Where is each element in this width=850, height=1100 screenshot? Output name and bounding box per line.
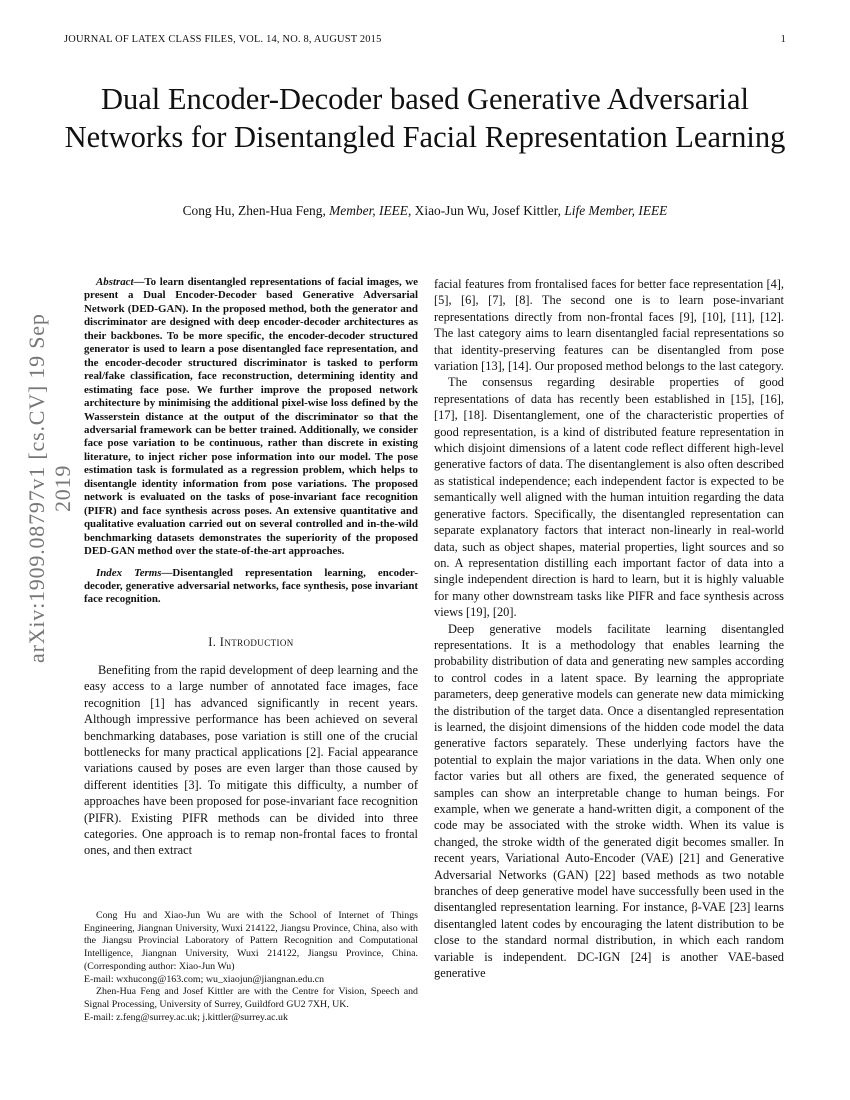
abstract-text: —To learn disentangled representations of facial images, we present a Dual Encoder-Decoder based Generative Adversarial Network (DED-GAN). In the proposed method, both the generator and discriminator are designed with deep encoder-decoder architectures as their backbones. To be more specific, the encoder-decoder structured generator is used to learn a pose disentangled face representation, and the encoder-decoder structured discriminator is tasked to perform real/fake classification, face reconstruction, determining identity and estimating face pose. We further improve the proposed network architecture by minimising the additional pixel-wise loss defined by the Wasserstein distance at the output of the discriminator so that the adversarial framework can be better trained. Additionally, we consider face pose variation to be continuous, rather than discrete in existing literature, to inject richer pose information into our model. The pose estimation task is formulated as a regression problem, which helps to disentangle identity information from pose variations. The proposed network is evaluated on the tasks of pose-invariant face recognition (PIFR) and face synthesis across poses. An extensive quantitative and qualitative evaluation carried out on several controlled and in-the-wild benchmarking datasets demonstrates the superiority of the proposed DED-GAN method over the state-of-the-art approaches. [84,276,418,558]
author-role-2: Life Member, IEEE [564,203,668,218]
right-paragraph-2: The consensus regarding desirable properties of good representations of data has recently been established in [15], [16], [17], [18]. Disentanglement, one of the characteristic properties of good representation, is a kind of distributed feature representation in which disjoint dimensions of a latent code reflect different high-level generative factors of data. The disentanglement is also often described as statistical independence; each independent factor is expected to be semantically well aligned with the human intuition regarding the data generative factors. Specifically, the disentangled representation can separate explanatory factors that interact non-linearly in real-world data, such as object shapes, material properties, light sources and so on. A representation distilling each important factor of data into a single independent direction is hard to learn, but it is highly valuable for many other downstream tasks like PIFR and face synthesis across views [19], [20]. [434,375,784,620]
footnote-affiliation-1: Cong Hu and Xiao-Jun Wu are with the School of Internet of Things Engineering, Jiangnan University, Wuxi 214122, Jiangsu Province, China, also with the Jiangsu Provincial Laboratory of Pattern Recognition and Computational Intelligence, Jiangnan University, Wuxi 214122, Jiangsu Province, China. (Corresponding author: Xiao-Jun Wu) [84,910,418,972]
index-terms-label: Index Terms [96,566,162,579]
footnote-email-1: E-mail: wxhucong@163.com; wu_xiaojun@jiangnan.edu.cn [84,973,325,985]
page-number: 1 [780,34,786,45]
footnote-email-2: E-mail: z.feng@surrey.ac.uk; j.kittler@surrey.ac.uk [84,1011,288,1023]
index-terms [84,567,418,607]
footnotes [84,910,418,1024]
section-heading-introduction: I. Introduction [208,634,294,649]
author-role-1: Member, IEEE [329,203,408,218]
intro-paragraph-1: Benefiting from the rapid development of deep learning and the easy access to a large number of annotated face images, face recognition [1] has advanced significantly in recent years. Although impressive performance has been achieved on several benchmarking databases, pose variation is still one of the crucial bottlenecks for many practical applications [2]. Facial appearance variations caused by poses are even larger than those caused by different identities [3]. To mitigate this difficulty, a number of approaches have been proposed for pose-invariant face recognition (PIFR). Existing PIFR methods can be divided into three categories. One approach is to remap non-frontal faces to frontal ones, and then extract [84,662,418,858]
index-terms-text: —Disentangled representation learning, encoder-decoder, generative adversarial networks, face synthesis, pose invariant face recognition. [84,566,418,606]
right-column [434,276,784,981]
right-paragraph-3: Deep generative models facilitate learning disentangled representations. It is a methodology that enables learning the probability distribution of data and generating new samples according to control codes in a latent space. By learning the appropriate parameters, deep generative models can generate new data mimicking the distribution of the target data. Once a disentangled representation is learned, the disjoint dimensions of the hidden code model the data generative factors separately. These underlying factors have the potential to explain the major variations in the data. When only one factor varies but all others are fixed, the generated sequence of samples can show an interpretable change to human beings. For example, when we generate a hand-written digit, a component of the code may be associated with the stroke width. When its value is changed, the stroke width of the generated digit becomes smaller. In recent years, Variational Auto-Encoder (VAE) [21] and Generative Adversarial Networks (GAN) [22] based methods as two notable branches of deep generative model have successfully been used in the disentangled representation learning. For instance, β-VAE [23] learns disentangled latent codes by encouraging the latent distribution to be close to the standard normal distribution, in which each random variable is independent. DC-IGN [24] is another VAE-based generative [434,621,784,981]
abstract [84,276,418,559]
arxiv-stamp: arXiv:1909.08797v1 [cs.CV] 19 Sep 2019 [24,313,75,663]
authors-part-2: , Xiao-Jun Wu, Josef Kittler, [407,203,565,218]
paper-title: Dual Encoder-Decoder based Generative Adversarial Networks for Disentangled Facial Representation Learning [64,82,786,154]
footnote-affiliation-2: Zhen-Hua Feng and Josef Kittler are with the Centre for Vision, Speech and Signal Processing, University of Surrey, Guildford GU2 7XH, UK. [84,986,418,1010]
abstract-label: Abstract [96,276,134,288]
journal-header: JOURNAL OF LATEX CLASS FILES, VOL. 14, NO. 8, AUGUST 2015 [64,34,382,45]
left-column [84,276,418,859]
author-line [60,203,790,219]
right-paragraph-1: facial features from frontalised faces for better face representation [4], [5], [6], [7], [8]. The second one is to learn pose-invariant representations directly from non-frontal faces [9], [10], [11], [12]. The last category aims to learn disentangled facial representations so that identity-preserving features can be disentangled from pose variation [13], [14]. Our proposed method belongs to the last category. [434,277,784,374]
running-header [64,34,786,45]
authors-part-1: Cong Hu, Zhen-Hua Feng, [182,203,330,218]
